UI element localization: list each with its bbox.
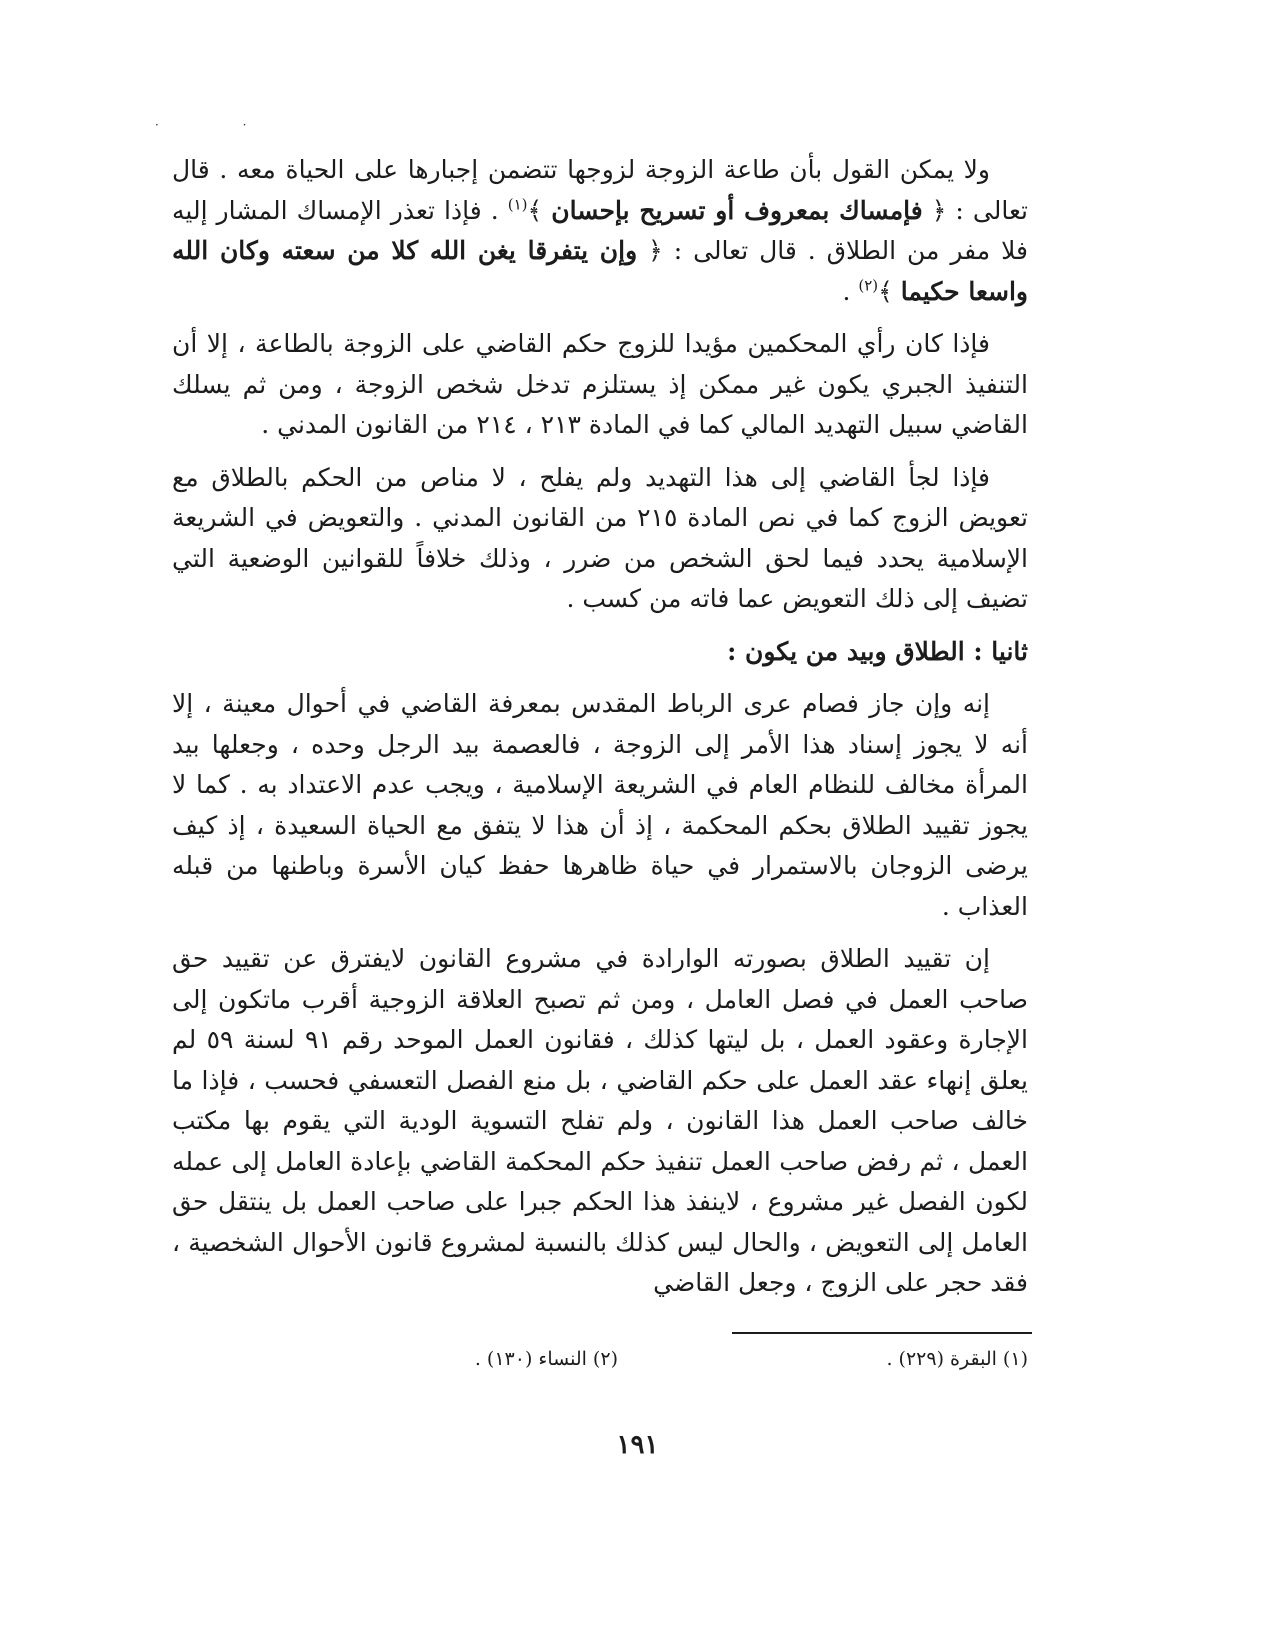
paragraph-3: فإذا لجأ القاضي إلى هذا التهديد ولم يفلح ، لا مناص من الحكم بالطلاق مع تعويض الزوج كما في نص المادة ٢١٥ من القانون المدني . والتعويض في الشريعة الإسلامية يحدد فيما لحق الشخص من ضرر ، وذلك خلافاً للقوانين الوضعية التي تضيف إلى ذلك التعويض عما فاته من كسب . bbox=[172, 462, 1028, 613]
paragraph-1 bbox=[172, 150, 1028, 312]
body-text bbox=[172, 150, 1028, 1316]
footnote-ref-1: (١) bbox=[507, 195, 528, 214]
footnote-ref-2: (٢) bbox=[858, 276, 879, 295]
paragraph-5: إن تقييد الطلاق بصورته الوارادة في مشروع القانون لايفترق عن تقييد حق صاحب العمل في فصل العامل ، ومن ثم تصبح العلاقة الزوجية أقرب ماتكون إلى الإجارة وعقود العمل ، بل ليتها كذلك ، فقانون العمل الموحد رقم ٩١ لسنة ٥٩ لم يعلق إنهاء عقد العمل على حكم القاضي ، بل منع الفصل التعسفي فحسب ، فإذا ما خالف صاحب العمل هذا القانون ، ولم تفلح التسوية الودية التي يقوم بها مكتب العمل ، ثم رفض صاحب العمل تنفيذ حكم المحكمة القاضي بإعادة العامل إلى عمله لكون الفصل غير مشروع ، لاينفذ هذا الحكم جبرا على صاحب العمل بل ينتقل حق العامل إلى التعويض ، والحال ليس كذلك بالنسبة لمشروع قانون الأحوال الشخصية ، فقد حجر على الزوج ، وجعل القاضي bbox=[172, 944, 1028, 1297]
scan-specks: · · bbox=[155, 118, 287, 132]
footnote-1: (١) البقرة (٢٢٩) . bbox=[886, 1348, 1028, 1370]
paragraph-1-text-a: ولا يمكن القول بأن طاعة الزوجة لزوجها تتضمن إجبارها على الحياة معه . قال تعالى : ﴿ bbox=[172, 155, 1028, 225]
quran-verse-1: فإمساك بمعروف أو تسريح بإحسان bbox=[551, 195, 923, 225]
footnotes bbox=[172, 1348, 1028, 1384]
page-number: ١٩١ bbox=[616, 1430, 659, 1460]
section-heading: ثانيا : الطلاق وبيد من يكون : bbox=[727, 636, 1028, 666]
quran-verse-2: وإن يتفرقا يغن الله كلا من سعته وكان الله واسعا حكيما bbox=[172, 236, 1028, 306]
paragraph-1-text-c: . فإذا تعذر الإمساك المشار إليه فلا مفر من الطلاق . قال تعالى : ﴿ bbox=[172, 195, 1028, 265]
paragraph-1-text-e: . bbox=[842, 276, 859, 306]
paragraph-4: إنه وإن جاز فصام عرى الرباط المقدس بمعرفة القاضي في أحوال معينة ، إلا أنه لا يجوز إسناد هذا الأمر إلى الزوجة ، فالعصمة بيد الرجل وحده ، وجعلها بيد المرأة مخالف للنظام العام في الشريعة الإسلامية ، ويجب عدم الاعتداد به . كما لا يجوز تقييد الطلاق بحكم المحكمة ، إذ أن هذا لا يتفق مع الحياة السعيدة ، إذ كيف يرضى الزوجان بالاستمرار في حياة ظاهرها حفظ كيان الأسرة وباطنها من قبله العذاب . bbox=[172, 689, 1028, 921]
verse-2-close: ﴾ bbox=[878, 276, 901, 306]
footnote-divider bbox=[732, 1332, 1032, 1334]
verse-1-close: ﴾ bbox=[527, 195, 552, 225]
paragraph-2: فإذا كان رأي المحكمين مؤيدا للزوج حكم القاضي على الزوجة بالطاعة ، إلا أن التنفيذ الجبري يكون غير ممكن إذ يستلزم تدخل شخص الزوجة ، ومن ثم يسلك القاضي سبيل التهديد المالي كما في المادة ٢١٣ ، ٢١٤ من القانون المدني . bbox=[172, 329, 1028, 439]
footnote-2: (٢) النساء (١٣٠) . bbox=[474, 1348, 618, 1370]
